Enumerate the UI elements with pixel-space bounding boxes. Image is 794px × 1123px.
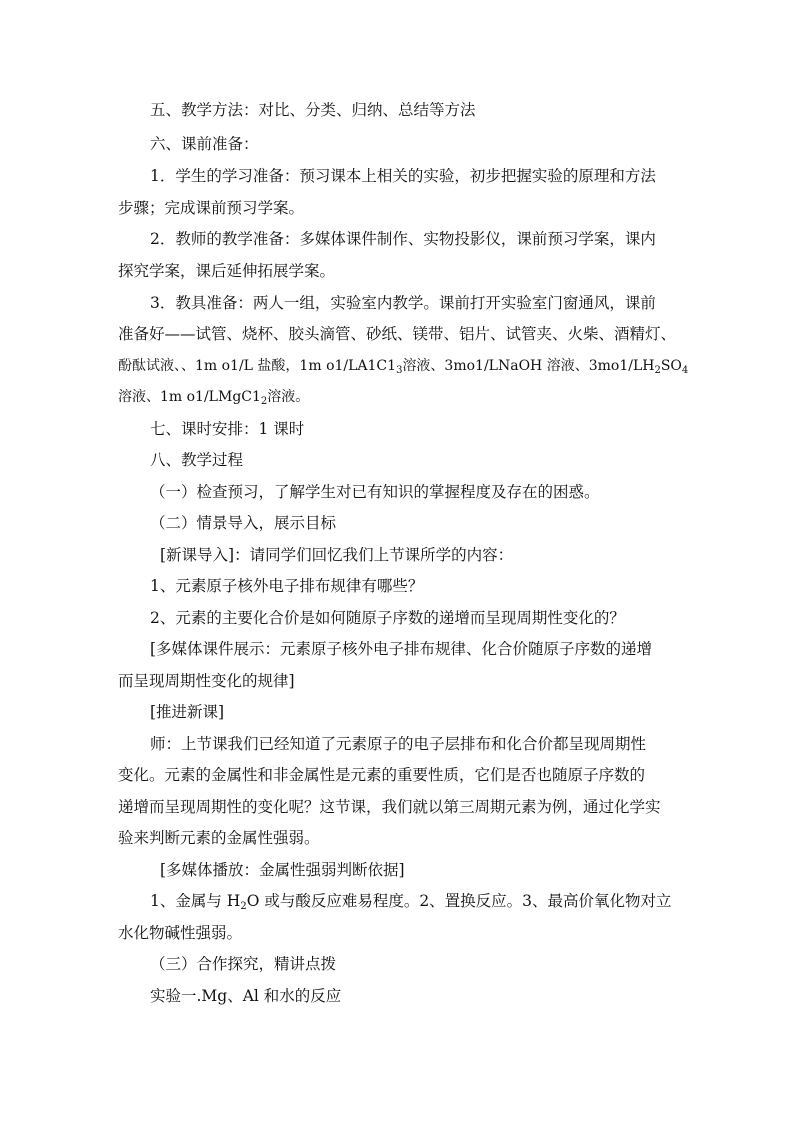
paragraph-line: 准备好——试管、烧杯、胶头滴管、砂纸、镁带、铝片、试管夹、火柴、酒精灯、 [118,325,677,343]
section-six-heading: 六、课前准备： [150,135,259,153]
section-seven-heading: 七、课时安排：1 课时 [150,420,305,438]
section-eight-heading: 八、教学过程 [150,451,244,469]
paragraph-line: 2、元素的主要化合价是如何随原子序数的递增而呈现周期性变化的？ [150,609,625,627]
paragraph-line: 步骤；完成课前预习学案。 [118,199,305,217]
subsection-one: （一）检查预习，了解学生对已有知识的掌握程度及存在的困惑。 [150,483,600,501]
paragraph-line: 而呈现周期性变化的规律] [118,672,295,690]
paragraph-line: 2．教师的教学准备：多媒体课件制作、实物投影仪，课前预习学案，课内 [150,230,656,248]
paragraph-line: 1．学生的学习准备：预习课本上相关的实验，初步把握实验的原理和方法 [150,167,656,185]
paragraph-line: [新课导入]：请同学们回忆我们上节课所学的内容： [160,546,514,564]
paragraph-line: 递增而呈现周期性的变化呢？这节课，我们就以第三周期元素为例，通过化学实 [118,798,661,816]
paragraph-line: 师：上节课我们已经知道了元素原子的电子层排布和化合价都呈现周期性 [150,735,647,753]
subsection-three: （三）合作探究，精讲点拨 [150,955,337,973]
paragraph-line: 3．教具准备：两人一组，实验室内教学。课前打开实验室门窗通风，课前 [150,294,656,312]
paragraph-line: 1、元素原子核外电子排布规律有哪些？ [150,577,424,595]
subsection-two: （二）情景导入，展示目标 [150,514,337,532]
paragraph-line: 1、金属与 $H_2O$ 或与酸反应难易程度。2、置换反应。3、最高价氧化物对立 [150,892,672,912]
paragraph-line: [多媒体播放：金属性强弱判断依据] [160,861,405,879]
paragraph-line: 实验一.Mg、Al 和水的反应 [150,987,342,1005]
paragraph-line: [推进新课] [150,703,225,721]
section-five-heading: 五、教学方法：对比、分类、归纳、总结等方法 [150,101,476,119]
paragraph-line: 酚酞试液、、1m o1/L 盐酸，1m $o1/LA1C1_3$溶液、3mo1/LNaOH 溶液、$3mo1/LH_2SO_4$ [118,358,688,376]
paragraph-line: 溶液、1m $o1/LMgC1_2$溶液。 [118,389,310,407]
paragraph-line: [多媒体课件展示：元素原子核外电子排布规律、化合价随原子序数的递增 [150,640,653,658]
paragraph-line: 探究学案，课后延伸拓展学案。 [118,262,336,280]
paragraph-line: 变化。元素的金属性和非金属性是元素的重要性质，它们是否也随原子序数的 [118,766,646,784]
paragraph-line: 水化物碱性强弱。 [118,924,243,942]
paragraph-line: 验来判断元素的金属性强弱。 [118,829,320,847]
